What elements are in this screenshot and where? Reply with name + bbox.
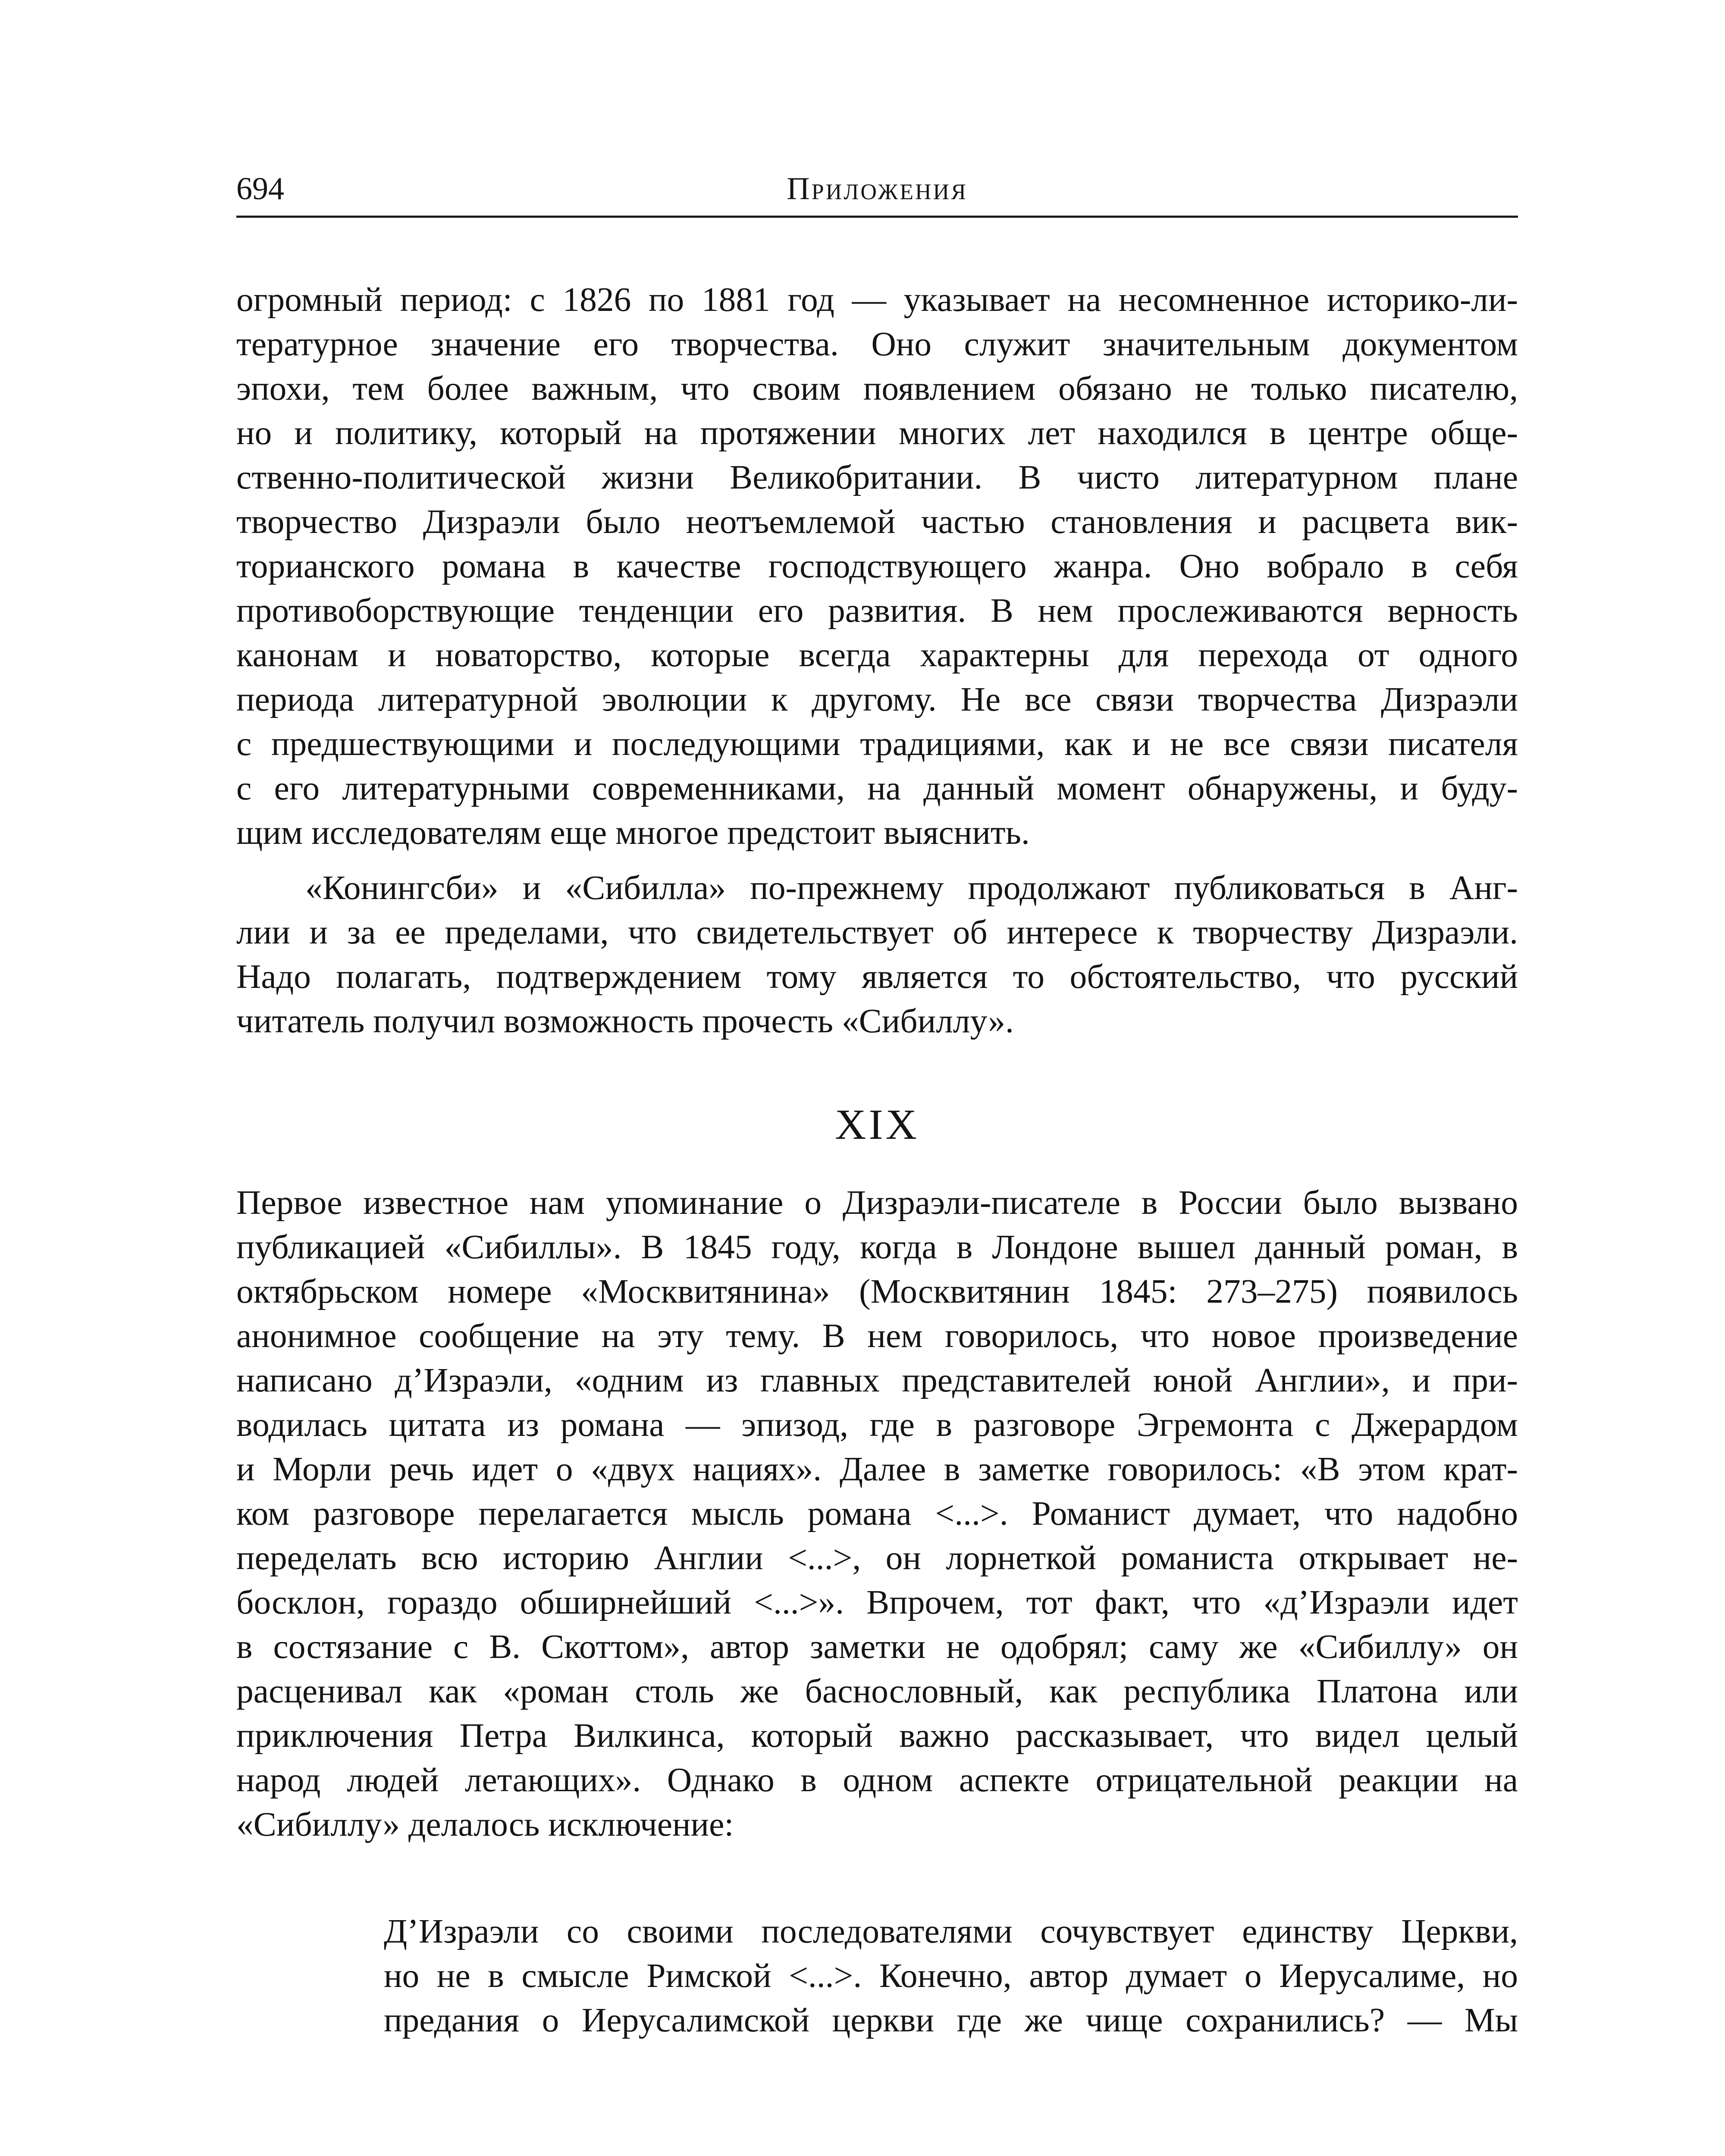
block-quote [384, 1909, 1518, 2043]
text-line: водилась цитата из романа — эпизод, где в разговоре Эгремонта с Джерардом [236, 1406, 1518, 1444]
text-line: читатель получил возможность прочесть «Сибиллу». [236, 1002, 1014, 1040]
text-line: но и политику, который на протяжении многих лет находился в центре обще- [236, 414, 1518, 452]
text-line: периода литературной эволюции к другому. Не все связи творчества Дизраэли [236, 680, 1518, 718]
running-title: Приложения [787, 171, 968, 207]
page-number: 694 [236, 171, 284, 207]
text-line: с его литературными современниками, на данный момент обнаружены, и буду- [236, 769, 1518, 807]
text-line: эпохи, тем более важным, что своим появлением обязано не только писателю, [236, 370, 1518, 407]
quote-line: но не в смысле Римской <...>. Конечно, автор думает о Иерусалиме, но [384, 1957, 1518, 1995]
text-line: огромный период: с 1826 по 1881 год — указывает на несомненное историко-ли- [236, 281, 1518, 319]
text-line: с предшествующими и последующими традициями, как и не все связи писателя [236, 725, 1518, 763]
text-line: приключения Петра Вилкинса, который важно рассказывает, что видел целый [236, 1717, 1518, 1755]
header-rule [236, 216, 1518, 218]
text-line: лии и за ее пределами, что свидетельствует об интересе к творчеству Дизраэли. [236, 913, 1518, 951]
text-line: ком разговоре перелагается мысль романа <...>. Романист думает, что надобно [236, 1495, 1518, 1532]
text-line: и Морли речь идет о «двух нациях». Далее в заметке говорилось: «В этом крат- [236, 1450, 1518, 1488]
paragraph-3 [236, 1181, 1518, 1847]
quote-line: Д’Израэли со своими последователями сочувствует единству Церкви, [384, 1912, 1518, 1950]
text-line: в состязание с В. Скоттом», автор заметки не одобрял; саму же «Сибиллу» он [236, 1628, 1518, 1666]
text-line: публикацией «Сибиллы». В 1845 году, когда в Лондоне вышел данный роман, в [236, 1228, 1518, 1266]
text-line: Первое известное нам упоминание о Дизраэли-писателе в России было вызвано [236, 1184, 1518, 1222]
text-line: босклон, гораздо обширнейший <...>». Впрочем, тот факт, что «д’Израэли идет [236, 1583, 1518, 1621]
paragraph-2 [236, 866, 1518, 1044]
text-line: «Сибиллу» делалось исключение: [236, 1805, 734, 1843]
text-line: «Конингсби» и «Сибилла» по-прежнему продолжают публиковаться в Анг- [305, 869, 1518, 907]
text-line: анонимное сообщение на эту тему. В нем говорилось, что новое произведение [236, 1317, 1518, 1355]
text-line: Надо полагать, подтверждением тому является то обстоятельство, что русский [236, 958, 1518, 996]
quote-line: предания о Иерусалимской церкви где же чище сохранились? — Мы [384, 2001, 1518, 2039]
page-header [236, 167, 1518, 219]
text-line: переделать всю историю Англии <...>, он лорнеткой романиста открывает не- [236, 1539, 1518, 1577]
text-line: октябрьском номере «Москвитянина» (Москвитянин 1845: 273–275) появилось [236, 1272, 1518, 1310]
text-line: канонам и новаторство, которые всегда характерны для перехода от одного [236, 636, 1518, 674]
text-line: щим исследователям еще многое предстоит выяснить. [236, 814, 1030, 852]
text-line: написано д’Израэли, «одним из главных представителей юной Англии», и при- [236, 1361, 1518, 1399]
text-line: расценивал как «роман столь же баснословный, как республика Платона или [236, 1672, 1518, 1710]
text-line: торианского романа в качестве господствующего жанра. Оно вобрало в себя [236, 547, 1518, 585]
text-line: народ людей летающих». Однако в одном аспекте отрицательной реакции на [236, 1761, 1518, 1799]
section-heading: XIX [835, 1100, 919, 1148]
paragraph-1 [236, 278, 1518, 855]
text-line: ственно-политической жизни Великобритании. В чисто литературном плане [236, 458, 1518, 496]
text-line: противоборствующие тенденции его развития. В нем прослеживаются верность [236, 592, 1518, 630]
text-line: творчество Дизраэли было неотъемлемой частью становления и расцвета вик- [236, 503, 1518, 541]
text-line: тературное значение его творчества. Оно служит значительным документом [236, 325, 1518, 363]
